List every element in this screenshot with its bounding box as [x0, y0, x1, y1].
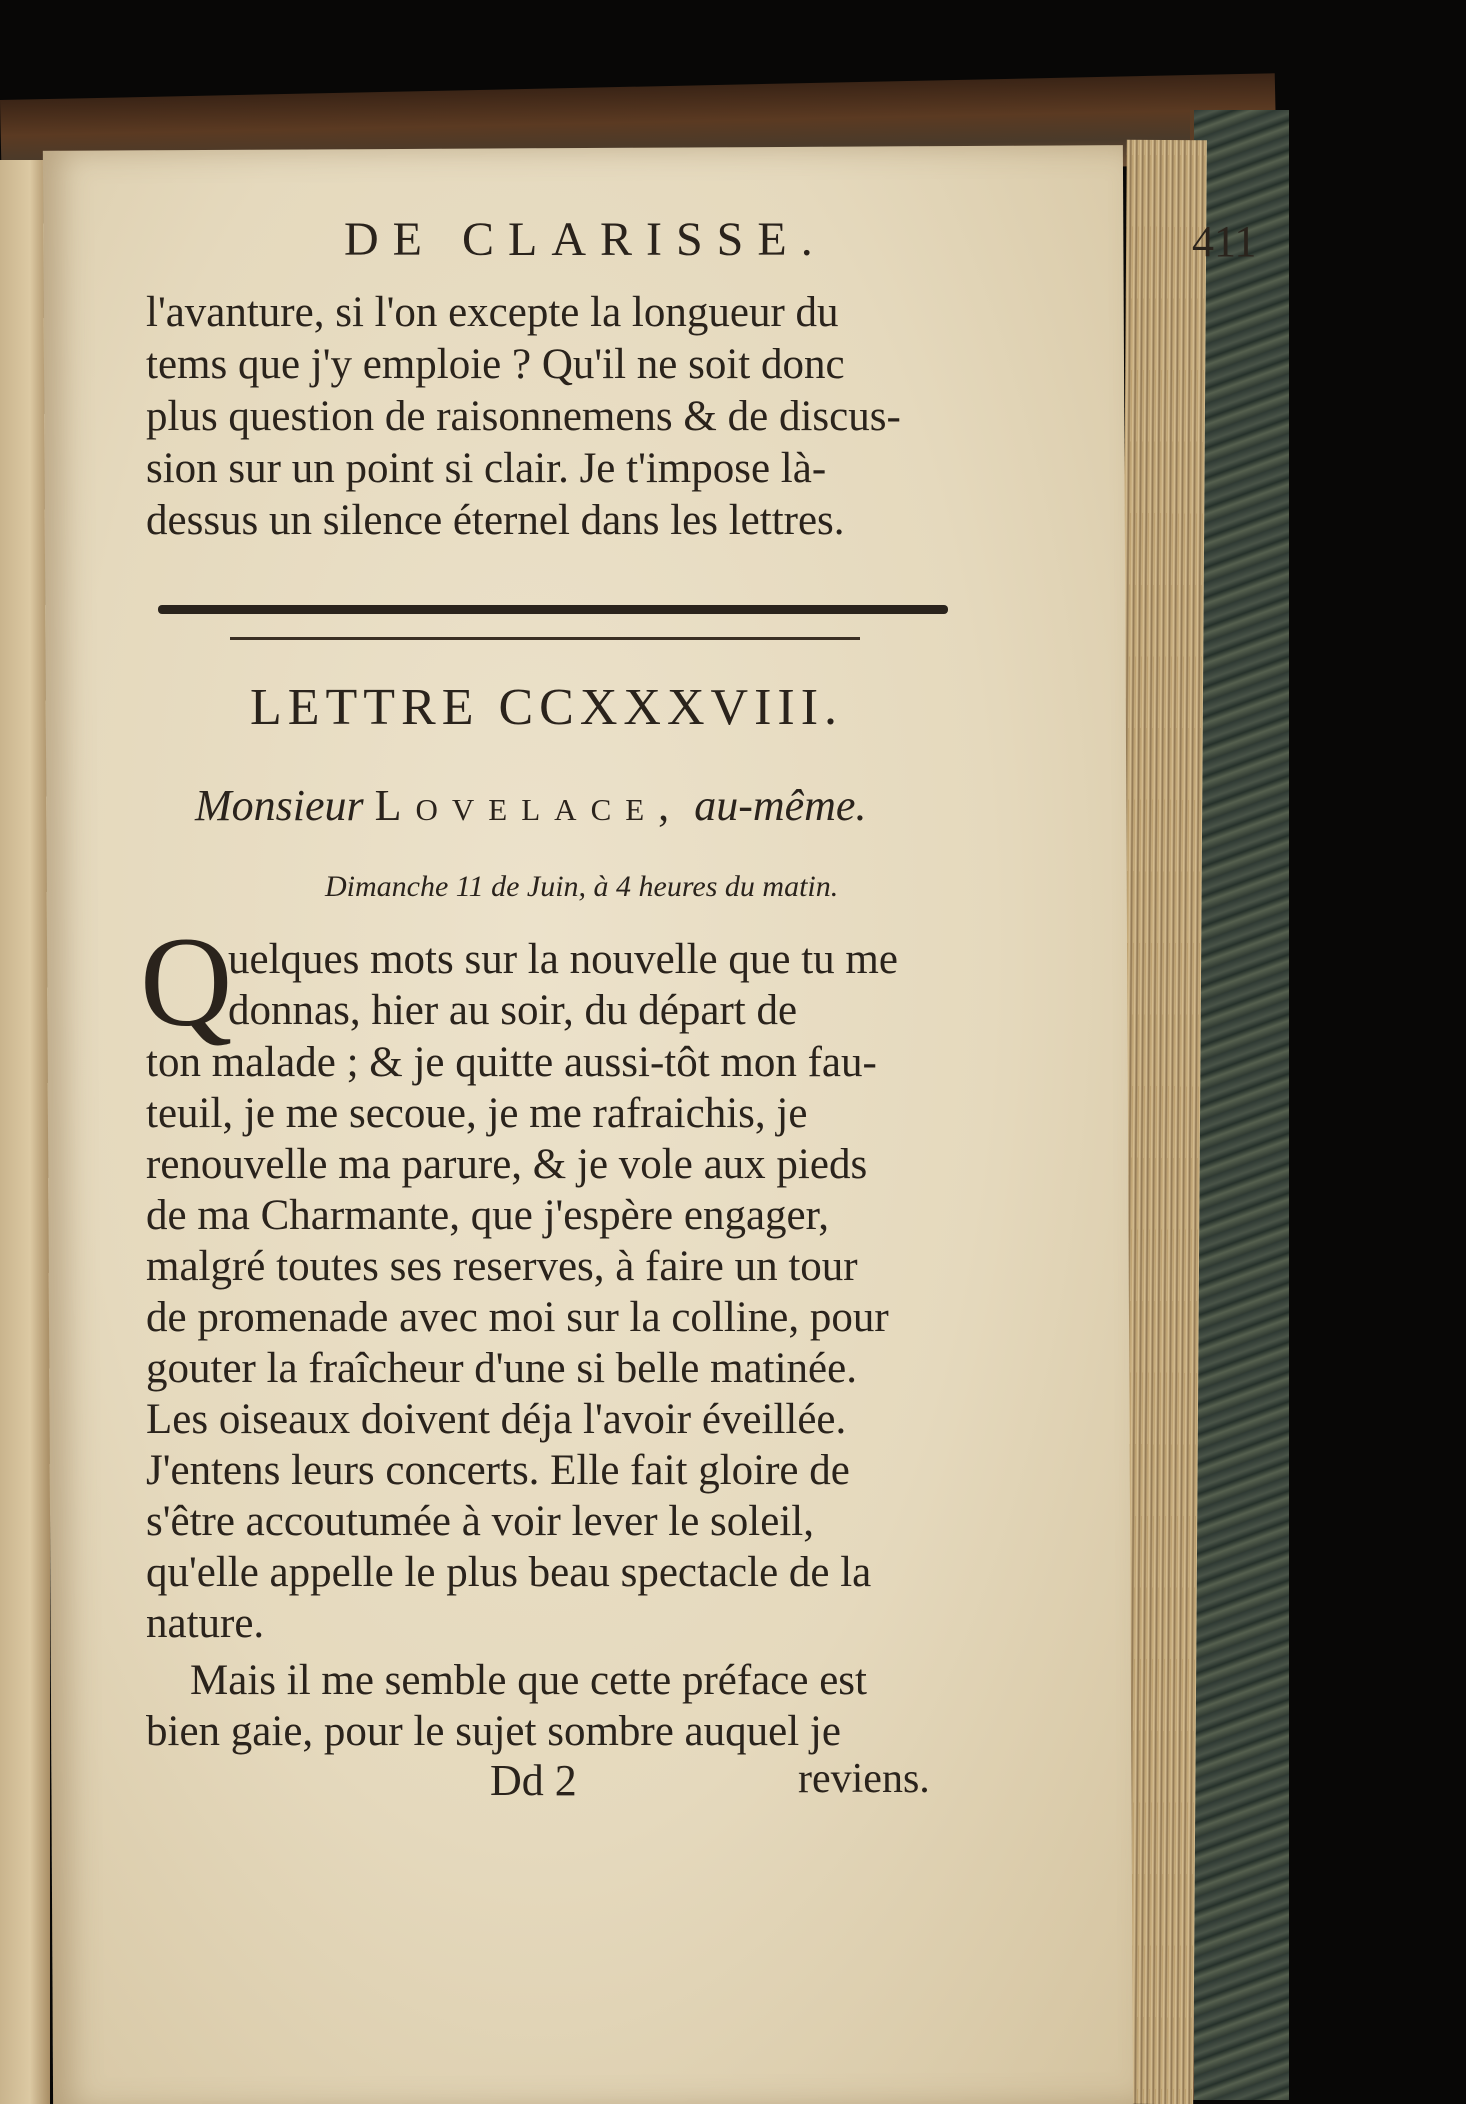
text-line: malgré toutes ses reserves, à faire un tour: [146, 1243, 858, 1290]
facing-page-edge: [0, 160, 50, 2104]
text-line: qu'elle appelle le plus beau spectacle de la: [146, 1549, 872, 1596]
ornamental-rule: [158, 605, 948, 614]
text-line: tems que j'y emploie ? Qu'il ne soit donc: [146, 341, 845, 388]
text-line: uelques mots sur la nouvelle que tu me: [228, 936, 898, 983]
text-line: dessus un silence éternel dans les lettres.: [146, 497, 845, 544]
text-line: bien gaie, pour le sujet sombre auquel je: [146, 1708, 841, 1755]
dateline: Dimanche 11 de Juin, à 4 heures du matin.: [325, 870, 839, 903]
text-line: gouter la fraîcheur d'une si belle matinée.: [146, 1345, 857, 1392]
text-line: Les oiseaux doivent déja l'avoir éveillée.: [146, 1396, 847, 1443]
catchword: reviens.: [798, 1756, 930, 1802]
thin-rule: [230, 637, 860, 640]
text-line: nature.: [146, 1600, 265, 1647]
page-number: 411: [1192, 217, 1257, 266]
text-line: sion sur un point si clair. Je t'impose là-: [146, 445, 827, 492]
text-line: donnas, hier au soir, du départ de: [228, 987, 798, 1034]
text-line: renouvelle ma parure, & je vole aux pieds: [146, 1141, 868, 1188]
addressee-name: Lovelace,: [374, 781, 684, 830]
addressee-suffix: au-même.: [694, 781, 867, 830]
text-line: Mais il me semble que cette préface est: [190, 1657, 867, 1704]
running-head: DE CLARISSE.: [344, 213, 827, 266]
drop-cap: Q: [140, 911, 233, 1053]
text-line: l'avanture, si l'on excepte la longueur du: [146, 289, 839, 336]
text-line: J'entens leurs concerts. Elle fait gloire de: [146, 1447, 850, 1494]
text-line: de ma Charmante, que j'espère engager,: [146, 1192, 829, 1239]
text-line: ton malade ; & je quitte aussi-tôt mon fau-: [146, 1039, 877, 1086]
text-line: plus question de raisonnemens & de discus-: [146, 393, 901, 440]
addressee-line: [195, 780, 866, 831]
addressee-prefix: Monsieur: [195, 781, 364, 830]
letter-title: LETTRE CCXXXVIII.: [250, 679, 844, 736]
text-line: de promenade avec moi sur la colline, pour: [146, 1294, 889, 1341]
text-line: teuil, je me secoue, je me rafraichis, je: [146, 1090, 808, 1137]
signature-mark: Dd 2: [490, 1756, 577, 1805]
text-line: s'être accoutumée à voir lever le soleil,: [146, 1498, 814, 1545]
